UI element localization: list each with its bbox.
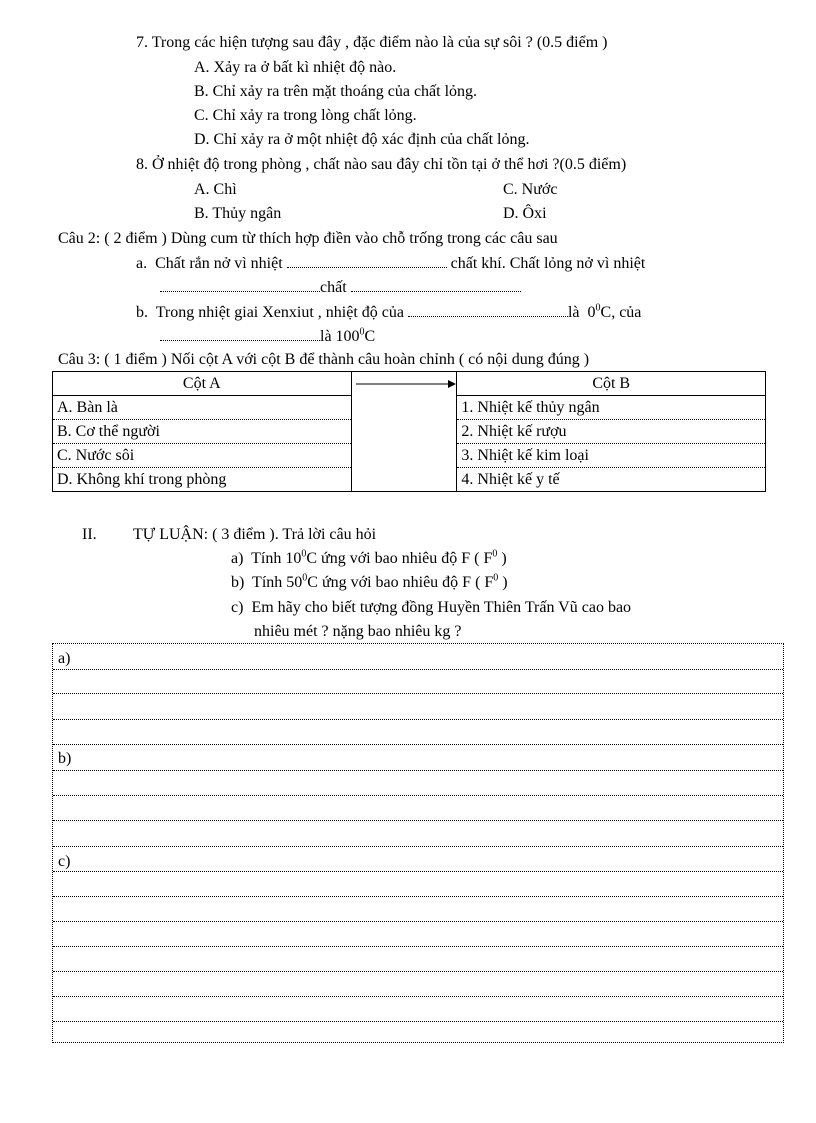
cau2-a-cont (160, 277, 521, 298)
part2-num: II. (82, 526, 97, 543)
answer-rule-line (53, 921, 783, 922)
part2-question-a: a) Tính $10^0C$ ứng với bao nhiêu độ F ( $F^0$ ) (231, 548, 507, 567)
q8-stem: 8. Ở nhiệt độ trong phòng , chất nào sau đây chỉ tồn tại ở thể hơi ?(0.5 điểm) (136, 156, 627, 173)
cau2-a-text3: chất (320, 279, 347, 296)
col-b-item[interactable]: 2. Nhiệt kế rượu (457, 420, 766, 444)
q7-option-b: B. Chỉ xảy ra trên mặt thoáng của chất lỏng. (194, 83, 478, 100)
answer-rule-line (53, 744, 783, 745)
answer-rule-line (53, 719, 783, 720)
answer-rule-line (53, 1021, 783, 1022)
answer-rule-line (53, 996, 783, 997)
answer-rule-line (53, 971, 783, 972)
cau3-title: Câu 3: ( 1 điểm ) Nối cột A với cột B để thành câu hoàn chỉnh ( có nội dung đúng ) (58, 351, 590, 368)
col-b-item[interactable]: 4. Nhiệt kế y tế (457, 468, 766, 492)
cau2-b-text4: là 100 (320, 328, 360, 345)
cau2-a (136, 253, 645, 274)
col-b-item[interactable]: 3. Nhiệt kế kim loại (457, 444, 766, 468)
q8-option-b: B. Thủy ngân (194, 205, 282, 222)
cau2-b-text3: C, của (600, 304, 642, 321)
cau2-b-sup2: 0 (359, 326, 365, 338)
answer-area[interactable] (52, 643, 784, 1043)
blank-1[interactable] (287, 253, 447, 268)
answer-rule-line (53, 795, 783, 796)
col-a-item[interactable]: D. Không khí trong phòng (53, 468, 352, 492)
q8-option-c: C. Nước (503, 181, 558, 198)
q7-option-d: D. Chỉ xảy ra ở một nhiệt độ xác định của chất lỏng. (194, 131, 530, 148)
cau2-a-text1: Chất rắn nở vì nhiệt (155, 255, 283, 272)
answer-label-a: a) (58, 650, 71, 667)
cau2-b-text2: là 0 (567, 304, 596, 321)
q8-option-d: D. Ôxi (503, 205, 547, 222)
cau2-b-sup1: 0 (595, 302, 601, 314)
col-a-header: Cột A (53, 372, 352, 396)
cau2-b-text1: Trong nhiệt giai Xenxiut , nhiệt độ của (155, 304, 404, 321)
arrow-cell (351, 372, 457, 396)
answer-rule-line (53, 896, 783, 897)
cau2-title: Câu 2: ( 2 điểm ) Dùng cum từ thích hợp điền vào chỗ trống trong các câu sau (58, 230, 558, 247)
arrow-right-icon (356, 377, 456, 391)
cau2-b-cont (160, 326, 375, 347)
answer-rule-line (53, 693, 783, 694)
answer-rule-line (53, 946, 783, 947)
col-a-item[interactable]: A. Bàn là (53, 396, 352, 420)
answer-rule-line (53, 820, 783, 821)
col-b-item[interactable]: 1. Nhiệt kế thủy ngân (457, 396, 766, 420)
cau2-a-label: a. (136, 255, 148, 272)
q7-option-a: A. Xảy ra ở bất kì nhiệt độ nào. (194, 59, 397, 76)
matching-table (52, 371, 766, 492)
col-a-item[interactable]: B. Cơ thể người (53, 420, 352, 444)
cau2-b (136, 302, 641, 323)
answer-rule-line (53, 669, 783, 670)
col-b-header: Cột B (457, 372, 766, 396)
answer-rule-line (53, 770, 783, 771)
part2-question-c: c) Em hãy cho biết tượng đồng Huyền Thiên Trấn Vũ cao bao (231, 599, 632, 616)
q7-option-c: C. Chỉ xảy ra trong lòng chất lỏng. (194, 107, 417, 124)
cau2-a-text2: chất khí. Chất lỏng nở vì nhiệt (450, 255, 646, 272)
cau2-b-label: b. (136, 304, 148, 321)
answer-label-c: c) (58, 853, 71, 870)
cau2-b-text5: C (364, 328, 376, 345)
answer-label-b: b) (58, 750, 72, 767)
part2-title: TỰ LUẬN: ( 3 điểm ). Trả lời câu hỏi (133, 526, 377, 543)
q8-option-a: A. Chì (194, 181, 237, 198)
q7-stem: 7. Trong các hiện tượng sau đây , đặc điểm nào là của sự sôi ? (0.5 điểm ) (136, 34, 608, 51)
part2-question-b: b) Tính $50^0C$ ứng với bao nhiêu độ F ( $F^0$ ) (231, 572, 508, 591)
blank-2[interactable] (160, 277, 320, 292)
part2-question-c-cont: nhiêu mét ? nặng bao nhiêu kg ? (254, 623, 462, 640)
blank-5[interactable] (160, 326, 320, 341)
col-a-item[interactable]: C. Nước sôi (53, 444, 352, 468)
answer-rule-line (53, 871, 783, 872)
blank-4[interactable] (408, 302, 568, 317)
answer-rule-line (53, 846, 783, 847)
blank-3[interactable] (351, 277, 521, 292)
